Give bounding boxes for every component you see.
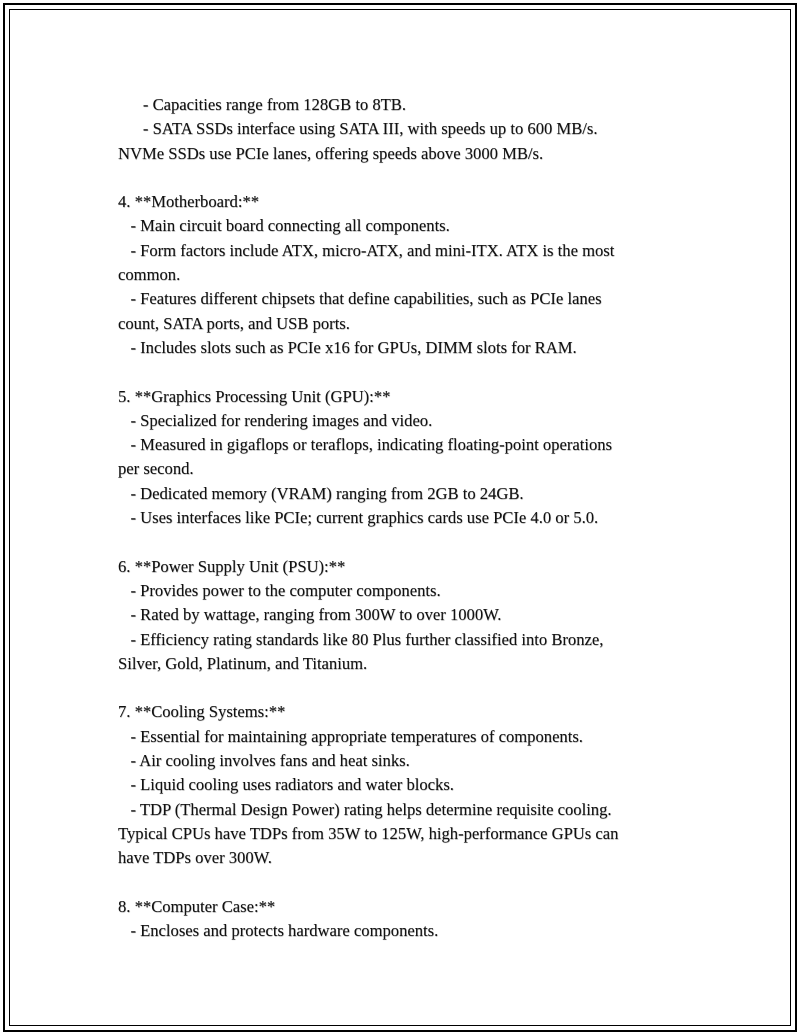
text-line: - Features different chipsets that define capabilities, such as PCIe lanes xyxy=(118,289,602,309)
blank-line xyxy=(118,166,698,190)
text-line: - Form factors include ATX, micro-ATX, and mini-ITX. ATX is the most xyxy=(118,240,615,260)
text-line: Silver, Gold, Platinum, and Titanium. xyxy=(118,653,368,673)
blank-line xyxy=(118,530,698,554)
text-line: - Includes slots such as PCIe x16 for GPUs, DIMM slots for RAM. xyxy=(118,337,577,357)
text-line: - Measured in gigaflops or teraflops, indicating floating-point operations xyxy=(118,435,613,455)
text-line: - Air cooling involves fans and heat sinks. xyxy=(118,751,410,771)
text-line: - Main circuit board connecting all components. xyxy=(118,216,450,236)
text-line: - Uses interfaces like PCIe; current graphics cards use PCIe 4.0 or 5.0. xyxy=(118,508,599,528)
document-body xyxy=(118,93,698,943)
text-line: - Efficiency rating standards like 80 Plus further classified into Bronze, xyxy=(118,629,604,649)
text-line: common. xyxy=(118,265,181,285)
text-line: per second. xyxy=(118,459,194,479)
blank-line xyxy=(118,676,698,700)
text-line: - Rated by wattage, ranging from 300W to over 1000W. xyxy=(118,605,502,625)
text-line: - Dedicated memory (VRAM) ranging from 2GB to 24GB. xyxy=(118,483,524,503)
text-line: have TDPs over 300W. xyxy=(118,848,272,868)
text-line: - Liquid cooling uses radiators and water blocks. xyxy=(118,775,454,795)
text-line: NVMe SSDs use PCIe lanes, offering speeds above 3000 MB/s. xyxy=(118,143,544,163)
text-line: 6. **Power Supply Unit (PSU):** xyxy=(118,556,346,576)
text-line: - Provides power to the computer components. xyxy=(118,580,441,600)
text-line: - Specialized for rendering images and video. xyxy=(118,410,433,430)
text-line: 5. **Graphics Processing Unit (GPU):** xyxy=(118,386,391,406)
text-line: 7. **Cooling Systems:** xyxy=(118,702,286,722)
text-line: Typical CPUs have TDPs from 35W to 125W, high-performance GPUs can xyxy=(118,823,619,843)
text-line: - Capacities range from 128GB to 8TB. xyxy=(118,95,407,114)
blank-line xyxy=(118,871,698,895)
text-line: 4. **Motherboard:** xyxy=(118,192,260,212)
text-line: 8. **Computer Case:** xyxy=(118,896,276,916)
text-line: - SATA SSDs interface using SATA III, with speeds up to 600 MB/s. xyxy=(118,119,598,139)
text-line: - Essential for maintaining appropriate temperatures of components. xyxy=(118,726,583,746)
text-line: - Encloses and protects hardware components. xyxy=(118,921,439,941)
text-line: count, SATA ports, and USB ports. xyxy=(118,313,350,333)
text-line: - TDP (Thermal Design Power) rating helps determine requisite cooling. xyxy=(118,799,612,819)
blank-line xyxy=(118,360,698,384)
